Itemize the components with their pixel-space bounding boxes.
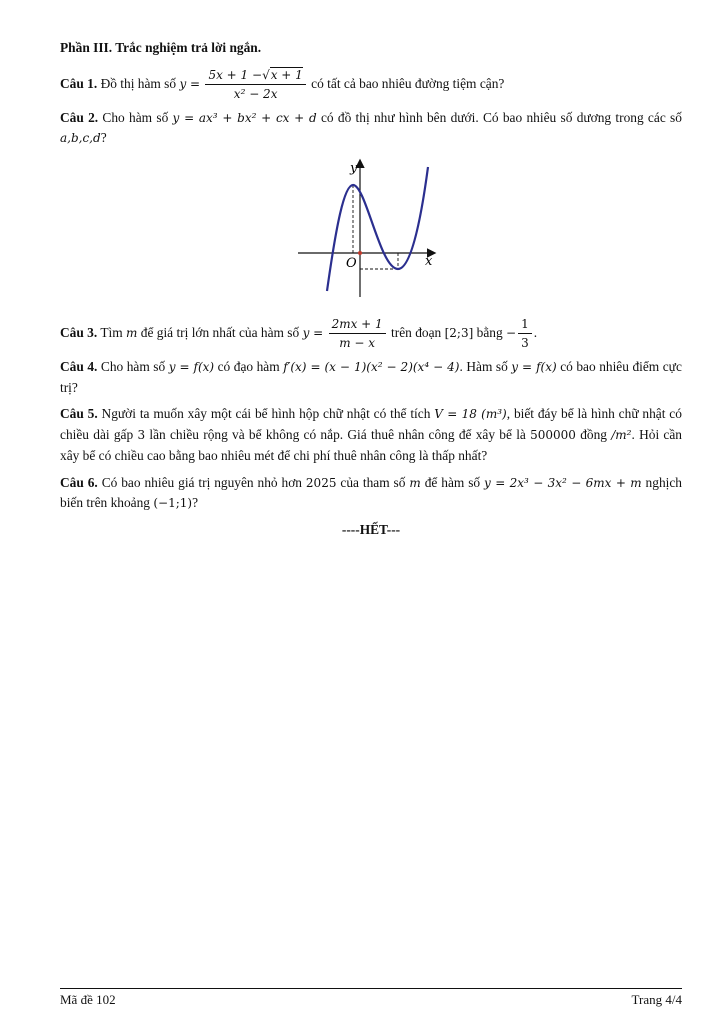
question-6: [60, 473, 682, 515]
question-text: .: [533, 325, 538, 341]
math-expr: m: [126, 326, 138, 341]
sqrt-radicand: x + 1: [270, 67, 303, 82]
question-text: nghịch biến trên khoảng: [60, 474, 682, 511]
question-label: Câu 1.: [60, 75, 98, 91]
math-expr: y = f(x): [511, 359, 557, 374]
x-axis-label: x: [425, 254, 433, 270]
question-text: ?: [192, 495, 199, 511]
question-text: ?: [100, 130, 107, 146]
question-text: , biết đáy bể là hình chữ nhật có chiều dài gấp: [60, 406, 682, 443]
math-expr: y =: [302, 326, 324, 341]
question-4: [60, 357, 682, 399]
question-text: có đạo hàm: [217, 358, 280, 374]
question-text: bằng: [476, 325, 503, 341]
math-expr: 3: [137, 428, 146, 443]
question-text: có bao nhiêu điểm cực trị?: [60, 358, 682, 395]
math-expr: 500000: [530, 428, 576, 443]
cubic-graph-figure: [60, 157, 682, 307]
question-text: Cho hàm số: [100, 358, 166, 374]
end-marker: ----HẾT---: [341, 522, 401, 538]
cubic-curve: [327, 167, 428, 291]
question-text: Tìm: [100, 325, 123, 341]
question-text: Đồ thị hàm số: [100, 75, 177, 91]
y-intercept-point: [358, 251, 362, 255]
math-expr: y = ax³ + bx² + cx + d: [172, 110, 317, 125]
question-5: [60, 404, 682, 466]
fraction-denominator: 3: [521, 336, 529, 351]
question-text: Có bao nhiêu giá trị nguyên nhỏ hơn: [101, 474, 302, 490]
question-text: đồng: [580, 427, 607, 443]
fraction-denominator: x² − 2x: [233, 87, 278, 102]
fraction-denominator: m − x: [339, 336, 376, 351]
question-3: [60, 317, 682, 351]
math-expr: V = 18 (m³): [434, 407, 507, 422]
fraction-numerator: 1: [518, 317, 532, 334]
question-text: có đồ thị như hình bên dưới. Có bao nhiêu số dương trong các số: [320, 109, 682, 125]
page-number: Trang 4/4: [631, 992, 682, 1007]
fraction: [518, 317, 532, 351]
math-expr: y =: [179, 76, 201, 91]
math-expr: −: [506, 326, 517, 341]
y-axis-label: y: [350, 161, 358, 177]
question-1: [60, 68, 682, 102]
section-title: Phần III. Trắc nghiệm trả lời ngắn.: [60, 40, 262, 55]
question-text: Cho hàm số: [102, 109, 169, 125]
math-expr: y = 2x³ − 3x² − 6mx + m: [484, 475, 642, 490]
question-2: [60, 108, 682, 150]
exam-page: [60, 38, 682, 541]
question-text: Người ta muốn xây một cái bể hình hộp chữ nhật có thể tích: [101, 406, 431, 422]
math-expr: f′(x) = (x − 1)(x² − 2)(x⁴ − 4): [283, 359, 460, 374]
math-expr: 2025: [305, 475, 337, 490]
fraction: [329, 317, 386, 351]
exam-code: Mã đề 102: [60, 992, 116, 1007]
math-expr: [2;3]: [444, 326, 474, 341]
question-text: của tham số: [340, 474, 406, 490]
cubic-graph: [294, 157, 444, 307]
page-footer: [60, 988, 682, 1008]
math-expr: y = f(x): [168, 359, 215, 374]
fraction-numerator: 2mx + 1: [329, 317, 386, 334]
math-expr: (−1;1): [153, 496, 193, 511]
question-label: Câu 2.: [60, 109, 99, 125]
question-text: . Hỏi cần xây bể có chiều cao bằng bao nhiêu mét để chi phí thuê nhân công là thấp nhất?: [60, 427, 683, 463]
question-text: . Hàm số: [459, 358, 508, 374]
math-expr: /m²: [611, 428, 632, 443]
fraction-numerator: 5x + 1 −: [208, 67, 263, 82]
question-text: để hàm số: [424, 474, 481, 490]
question-text: để giá trị lớn nhất của hàm số: [140, 325, 300, 341]
question-label: Câu 6.: [60, 474, 98, 490]
question-label: Câu 3.: [60, 325, 98, 341]
question-text: lần chiều rộng và bể không có nắp. Giá thuê nhân công để xây bể là: [149, 427, 526, 443]
origin-label: O: [346, 256, 357, 272]
question-text: có tất cả bao nhiêu đường tiệm cận?: [311, 75, 505, 91]
question-text: trên đoạn: [391, 325, 442, 341]
question-label: Câu 5.: [60, 406, 98, 422]
fraction: $\frac{5x + 1 -√x + 1}{\text{x² − 2x}}$: [205, 68, 305, 102]
math-expr: m: [409, 475, 421, 490]
question-label: Câu 4.: [60, 358, 98, 374]
math-expr: a,b,c,d: [60, 131, 101, 146]
